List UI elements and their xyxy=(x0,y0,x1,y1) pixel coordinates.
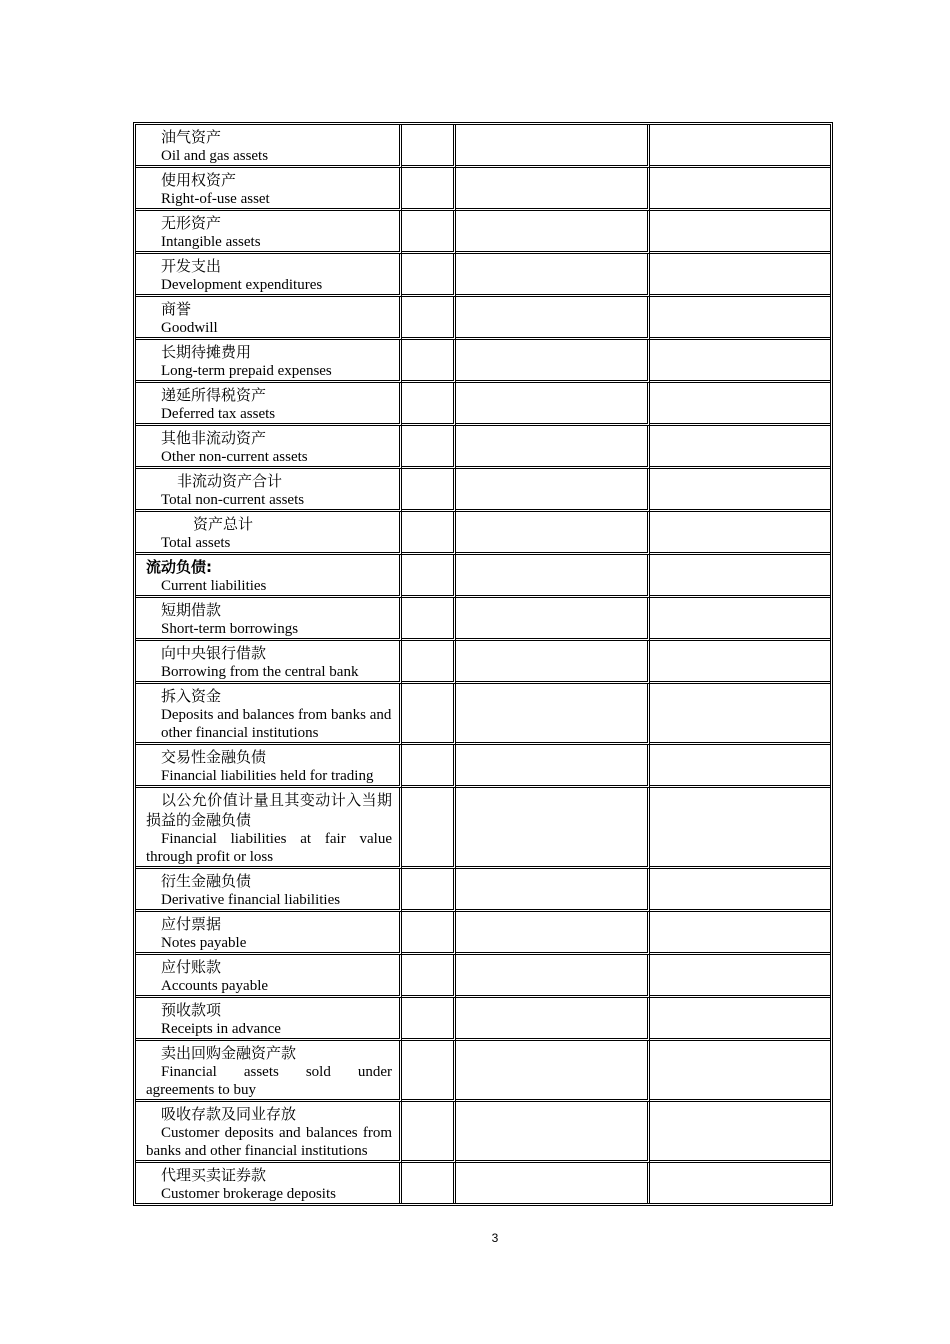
line-item-zh-label: 其他非流动资产 xyxy=(161,429,267,447)
amount-cell xyxy=(402,211,456,254)
table-row xyxy=(136,684,830,745)
line-item-en-label: Derivative financial liabilities xyxy=(161,892,341,908)
amount-cell xyxy=(650,745,830,788)
amount-cell xyxy=(456,1041,650,1102)
line-item-en-label: Accounts payable xyxy=(161,978,269,994)
amount-cell xyxy=(456,1163,650,1203)
amount-cell xyxy=(650,955,830,998)
table-row xyxy=(136,955,830,998)
table-row xyxy=(136,254,830,297)
line-item-cell xyxy=(136,598,402,641)
amount-cell xyxy=(402,788,456,869)
line-item-en-label: Customer brokerage deposits xyxy=(161,1186,336,1202)
line-item-zh-label: 商誉 xyxy=(161,300,192,318)
table-row xyxy=(136,383,830,426)
table-row xyxy=(136,340,830,383)
line-item-en-label: Long-term prepaid expenses xyxy=(161,363,332,379)
line-item-en-label: Oil and gas assets xyxy=(161,148,269,164)
line-item-zh-label: 交易性金融负债 xyxy=(161,748,267,766)
line-item-cell xyxy=(136,955,402,998)
line-item-zh-label: 开发支出 xyxy=(161,257,222,275)
line-item-en-label: Notes payable xyxy=(161,935,247,951)
line-item-cell xyxy=(136,426,402,469)
table-row xyxy=(136,512,830,555)
line-item-zh-label: 油气资产 xyxy=(161,128,222,146)
amount-cell xyxy=(650,211,830,254)
amount-cell xyxy=(650,641,830,684)
line-item-zh-label: 资产总计 xyxy=(193,515,254,533)
line-item-zh-label: 递延所得税资产 xyxy=(161,386,267,404)
line-item-cell xyxy=(136,684,402,745)
line-item-en-label: Deferred tax assets xyxy=(161,406,276,422)
line-item-zh-label: 卖出回购金融资产款 xyxy=(161,1044,297,1062)
table-row xyxy=(136,641,830,684)
line-item-cell xyxy=(136,469,402,512)
amount-cell xyxy=(456,684,650,745)
amount-cell xyxy=(402,383,456,426)
table-row xyxy=(136,555,830,598)
amount-cell xyxy=(402,998,456,1041)
amount-cell xyxy=(456,912,650,955)
amount-cell xyxy=(402,512,456,555)
line-item-zh-label: 吸收存款及同业存放 xyxy=(161,1105,297,1123)
amount-cell xyxy=(402,1163,456,1203)
amount-cell xyxy=(456,788,650,869)
table-row xyxy=(136,297,830,340)
line-item-en-label: Financial assets sold under agreements to buy xyxy=(146,1064,392,1098)
amount-cell xyxy=(650,426,830,469)
amount-cell xyxy=(456,297,650,340)
amount-cell xyxy=(402,469,456,512)
line-item-cell xyxy=(136,383,402,426)
line-item-cell xyxy=(136,125,402,168)
line-item-en-label: Customer deposits and balances from banks and other financial institutions xyxy=(146,1125,392,1159)
line-item-cell xyxy=(136,788,402,869)
amount-cell xyxy=(650,469,830,512)
line-item-en-label: Financial liabilities at fair value through profit or loss xyxy=(146,831,392,865)
line-item-cell xyxy=(136,512,402,555)
table-row xyxy=(136,1163,830,1203)
amount-cell xyxy=(456,512,650,555)
amount-cell xyxy=(650,598,830,641)
line-item-en-label: Development expenditures xyxy=(161,277,323,293)
amount-cell xyxy=(456,555,650,598)
amount-cell xyxy=(650,512,830,555)
table-row xyxy=(136,211,830,254)
amount-cell xyxy=(456,745,650,788)
amount-cell xyxy=(650,168,830,211)
line-item-zh-label: 衍生金融负债 xyxy=(161,872,252,890)
amount-cell xyxy=(456,1102,650,1163)
line-item-cell xyxy=(136,1102,402,1163)
line-item-en-label: Total non-current assets xyxy=(161,492,305,508)
amount-cell xyxy=(402,125,456,168)
amount-cell xyxy=(402,426,456,469)
page-number: 3 xyxy=(491,1231,499,1245)
amount-cell xyxy=(650,1041,830,1102)
table-row xyxy=(136,912,830,955)
amount-cell xyxy=(456,426,650,469)
amount-cell xyxy=(402,555,456,598)
amount-cell xyxy=(650,297,830,340)
table-row xyxy=(136,1041,830,1102)
line-item-en-label: Short-term borrowings xyxy=(161,621,299,637)
amount-cell xyxy=(402,254,456,297)
amount-cell xyxy=(650,788,830,869)
line-item-zh-label: 以公允价值计量且其变动计入当期损益的金融负债 xyxy=(146,791,392,829)
line-item-en-label: Right-of-use asset xyxy=(161,191,270,207)
amount-cell xyxy=(402,684,456,745)
line-item-cell xyxy=(136,1163,402,1203)
line-item-zh-label: 无形资产 xyxy=(161,214,222,232)
line-item-cell xyxy=(136,641,402,684)
line-item-cell xyxy=(136,211,402,254)
amount-cell xyxy=(650,1163,830,1203)
amount-cell xyxy=(650,555,830,598)
table-row xyxy=(136,469,830,512)
line-item-cell xyxy=(136,340,402,383)
amount-cell xyxy=(402,869,456,912)
amount-cell xyxy=(402,912,456,955)
amount-cell xyxy=(650,684,830,745)
amount-cell xyxy=(402,1102,456,1163)
amount-cell xyxy=(402,598,456,641)
table-row xyxy=(136,745,830,788)
amount-cell xyxy=(650,383,830,426)
line-item-zh-label: 预收款项 xyxy=(161,1001,222,1019)
amount-cell xyxy=(650,125,830,168)
line-item-cell xyxy=(136,297,402,340)
line-item-cell xyxy=(136,254,402,297)
line-item-cell xyxy=(136,912,402,955)
amount-cell xyxy=(402,955,456,998)
line-item-zh-label: 向中央银行借款 xyxy=(161,644,267,662)
line-item-en-label: Other non-current assets xyxy=(161,449,308,465)
line-item-zh-label: 使用权资产 xyxy=(161,171,237,189)
amount-cell xyxy=(456,340,650,383)
amount-cell xyxy=(402,745,456,788)
amount-cell xyxy=(456,383,650,426)
line-item-zh-label: 应付账款 xyxy=(161,958,222,976)
amount-cell xyxy=(402,297,456,340)
amount-cell xyxy=(402,168,456,211)
balance-sheet-table xyxy=(133,122,833,1206)
amount-cell xyxy=(456,641,650,684)
amount-cell xyxy=(650,869,830,912)
amount-cell xyxy=(456,998,650,1041)
amount-cell xyxy=(650,1102,830,1163)
table-row xyxy=(136,1102,830,1163)
table-row xyxy=(136,125,830,168)
line-item-en-label: Receipts in advance xyxy=(161,1021,281,1037)
table-row xyxy=(136,598,830,641)
amount-cell xyxy=(402,1041,456,1102)
line-item-en-label: Financial liabilities held for trading xyxy=(161,768,374,784)
line-item-cell xyxy=(136,745,402,788)
amount-cell xyxy=(456,598,650,641)
amount-cell xyxy=(650,912,830,955)
line-item-zh-label: 代理买卖证券款 xyxy=(161,1166,267,1184)
line-item-cell xyxy=(136,998,402,1041)
line-item-cell xyxy=(136,869,402,912)
table-row xyxy=(136,426,830,469)
amount-cell xyxy=(650,254,830,297)
line-item-zh-label: 拆入资金 xyxy=(161,687,222,705)
amount-cell xyxy=(456,869,650,912)
amount-cell xyxy=(456,211,650,254)
amount-cell xyxy=(456,469,650,512)
line-item-zh-label: 应付票据 xyxy=(161,915,222,933)
line-item-en-label: Intangible assets xyxy=(161,234,261,250)
line-item-en-label: Current liabilities xyxy=(161,578,267,594)
table-row xyxy=(136,998,830,1041)
amount-cell xyxy=(650,340,830,383)
line-item-en-label: Total assets xyxy=(161,535,231,551)
amount-cell xyxy=(402,340,456,383)
table-row xyxy=(136,869,830,912)
amount-cell xyxy=(456,168,650,211)
line-item-zh-label: 长期待摊费用 xyxy=(161,343,252,361)
line-item-en-label: Goodwill xyxy=(161,320,218,336)
balance-sheet-page xyxy=(133,122,833,1206)
table-row xyxy=(136,788,830,869)
line-item-en-label: Deposits and balances from banks and other financial institutions xyxy=(161,707,392,741)
table-row xyxy=(136,168,830,211)
line-item-cell xyxy=(136,1041,402,1102)
amount-cell xyxy=(456,125,650,168)
line-item-cell xyxy=(136,168,402,211)
line-item-cell xyxy=(136,555,402,598)
amount-cell xyxy=(650,998,830,1041)
amount-cell xyxy=(456,254,650,297)
line-item-en-label: Borrowing from the central bank xyxy=(161,664,359,680)
line-item-zh-label: 非流动资产合计 xyxy=(177,472,283,490)
amount-cell xyxy=(456,955,650,998)
amount-cell xyxy=(402,641,456,684)
line-item-zh-label: 短期借款 xyxy=(161,601,222,619)
line-item-zh-label: 流动负债: xyxy=(146,558,212,576)
